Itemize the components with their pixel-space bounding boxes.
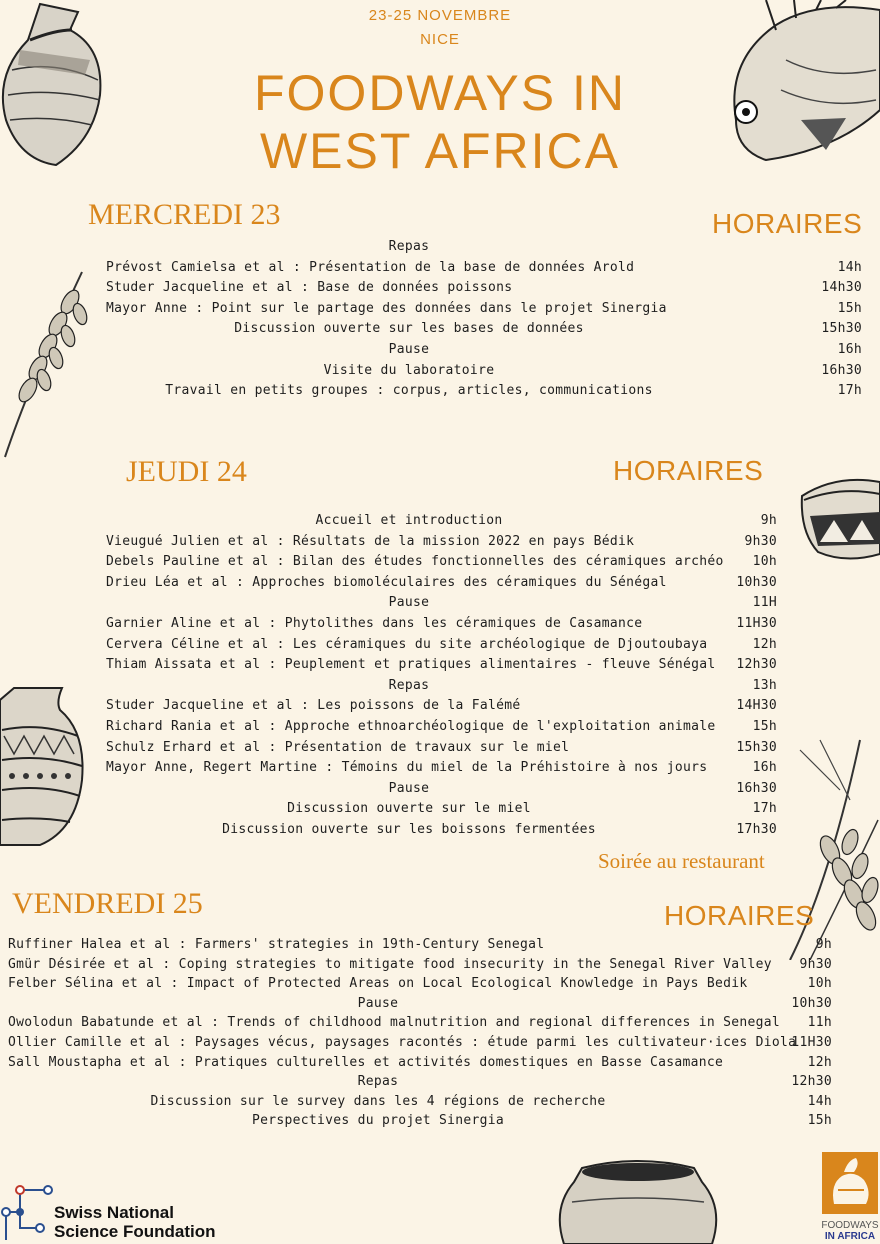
session-time: 9h30 [799, 956, 832, 972]
talk-title: Ruffiner Halea et al : Farmers' strategies in 19th-Century Senegal [8, 937, 545, 952]
schedule-row [0, 758, 880, 778]
session-time: 17h30 [736, 822, 777, 837]
session-time: 15h [807, 1113, 832, 1129]
evening-note: Soirée au restaurant [598, 849, 765, 873]
talk-title: Ollier Camille et al : Paysages vécus, paysages racontés : étude parmi les cultivateur·ices Diola [8, 1035, 797, 1050]
schedule-row [0, 511, 880, 531]
talk-title: Studer Jacqueline et al : Les poissons de la Falémé [106, 698, 521, 714]
schedule-row [0, 820, 880, 840]
talk-title: Gmür Désirée et al : Coping strategies to mitigate food insecurity in the Senegal River Valley [8, 956, 772, 972]
session-title: Perspectives du projet Sinergia [252, 1113, 504, 1129]
session-title: Pause [388, 595, 430, 611]
session-title: Pause [388, 342, 430, 357]
session-time: 14h [807, 1093, 832, 1109]
schedule-row [0, 573, 880, 593]
schedule-row [0, 1053, 880, 1073]
session-title: Pause [357, 995, 399, 1011]
schedule-row [0, 955, 880, 975]
day-heading-mercredi: MERCREDI 23 [88, 198, 281, 231]
snsf-name-line-2: Science Foundation [54, 1222, 216, 1241]
schedule-row [0, 696, 880, 716]
schedule-row [0, 935, 880, 955]
talk-title: Drieu Léa et al : Approches biomoléculaires des céramiques du Sénégal [106, 574, 667, 590]
session-title: Accueil et introduction [315, 513, 503, 528]
session-title: Pause [388, 780, 430, 796]
foodways-logo-icon [820, 1150, 880, 1216]
session-time: 17h [837, 383, 862, 399]
schedule-row [0, 1072, 880, 1092]
schedule-row [0, 361, 880, 381]
horaires-heading-jeudi: HORAIRES [613, 455, 764, 486]
schedule-row [0, 532, 880, 552]
schedule-row [0, 237, 880, 257]
talk-title: Garnier Aline et al : Phytolithes dans les céramiques de Casamance [106, 616, 643, 631]
schedule-row [0, 593, 880, 613]
session-time: 11H30 [736, 616, 777, 631]
session-time: 15h [837, 300, 862, 316]
session-time: 12h [752, 636, 777, 652]
session-time: 17h [752, 801, 777, 817]
schedule-row [0, 799, 880, 819]
session-time: 12h30 [736, 657, 777, 673]
session-time: 14h [837, 259, 862, 275]
schedule-row [0, 738, 880, 758]
schedule-row [0, 278, 880, 298]
session-time: 11H [752, 595, 777, 611]
talk-title: Thiam Aissata et al : Peuplement et pratiques alimentaires - fleuve Sénégal [106, 657, 716, 673]
talk-title: Vieugué Julien et al : Résultats de la mission 2022 en pays Bédik [106, 533, 635, 549]
foodways-logo-line-1: FOODWAYS [821, 1220, 879, 1231]
talk-title: Sall Moustapha et al : Pratiques culturelles et activités domestiques en Basse Casamance [8, 1054, 724, 1070]
foodways-logo [820, 1150, 880, 1244]
session-title: Repas [388, 239, 430, 254]
session-time: 11h [807, 1015, 832, 1031]
schedule-row [0, 299, 880, 319]
talk-title: Owolodun Babatunde et al : Trends of childhood malnutrition and regional differences in Senegal [8, 1015, 781, 1031]
session-time: 16h [752, 760, 777, 776]
schedule-row [0, 381, 880, 401]
title-line-1: FOODWAYS IN [254, 65, 626, 121]
session-time: 16h [837, 342, 862, 357]
schedule-row [0, 1013, 880, 1033]
foodways-logo-line-2: IN AFRICA [824, 1231, 876, 1242]
session-title: Discussion ouverte sur les bases de données [234, 321, 584, 337]
talk-title: Mayor Anne : Point sur le partage des données dans le projet Sinergia [106, 300, 667, 316]
title-line-2: WEST AFRICA [259, 123, 620, 179]
session-time: 15h30 [736, 739, 777, 755]
schedule-row [0, 974, 880, 994]
schedule-row [0, 1111, 880, 1131]
schedule-row [0, 779, 880, 799]
session-time: 10h30 [791, 995, 832, 1011]
horaires-heading-vendredi: HORAIRES [664, 900, 815, 931]
snsf-name-line-1: Swiss National [54, 1203, 174, 1222]
session-time: 11H30 [791, 1035, 832, 1050]
session-title: Discussion ouverte sur les boissons fermentées [222, 822, 596, 837]
session-title: Discussion sur le survey dans les 4 régions de recherche [150, 1093, 606, 1109]
session-time: 9h [815, 937, 832, 952]
schedule-row [0, 319, 880, 339]
session-title: Visite du laboratoire [323, 362, 495, 378]
talk-title: Richard Rania et al : Approche ethnoarchéologique de l'exploitation animale [106, 719, 716, 734]
talk-title: Studer Jacqueline et al : Base de données poissons [106, 280, 513, 296]
snsf-name [54, 1203, 216, 1241]
schedule-row [0, 340, 880, 360]
session-time: 10h30 [736, 574, 777, 590]
schedule-row [0, 258, 880, 278]
session-time: 16h30 [821, 362, 862, 378]
schedule-row [0, 1033, 880, 1053]
session-time: 14H30 [736, 698, 777, 714]
session-title: Repas [388, 677, 430, 693]
talk-title: Felber Sélina et al : Impact of Protected Areas on Local Ecological Knowledge in Pays Bedik [8, 976, 748, 992]
talk-title: Prévost Camielsa et al : Présentation de la base de données Arold [106, 259, 635, 275]
talk-title: Debels Pauline et al : Bilan des études fonctionnelles des céramiques archéo [106, 554, 724, 570]
session-time: 16h30 [736, 780, 777, 796]
schedule-row [0, 676, 880, 696]
session-time: 12h [807, 1054, 832, 1070]
session-time: 15h [752, 719, 777, 734]
event-city: NICE [420, 31, 460, 48]
session-time: 12h30 [791, 1074, 832, 1090]
schedule-row [0, 614, 880, 634]
schedule-row [0, 635, 880, 655]
pot-illustration-bottom [552, 1158, 724, 1244]
talk-title: Schulz Erhard et al : Présentation de travaux sur le miel [106, 739, 570, 755]
session-title: Travail en petits groupes : corpus, articles, communications [165, 383, 653, 399]
day-heading-jeudi: JEUDI 24 [126, 455, 247, 488]
session-time: 9h30 [744, 533, 777, 549]
day-heading-vendredi: VENDREDI 25 [12, 887, 203, 920]
schedule-row [0, 655, 880, 675]
session-time: 10h [752, 554, 777, 570]
page-title [0, 64, 880, 180]
session-time: 14h30 [821, 280, 862, 296]
session-title: Repas [357, 1074, 399, 1090]
session-title: Discussion ouverte sur le miel [287, 801, 531, 817]
session-time: 9h [760, 513, 777, 528]
event-dates: 23-25 NOVEMBRE [368, 7, 512, 24]
schedule-row [0, 717, 880, 737]
horaires-heading-mercredi: HORAIRES [712, 208, 863, 239]
schedule-row [0, 552, 880, 572]
session-time: 13h [752, 677, 777, 693]
schedule-row [0, 994, 880, 1014]
snsf-logo-icon [0, 1182, 54, 1244]
talk-title: Cervera Céline et al : Les céramiques du site archéologique de Djoutoubaya [106, 636, 708, 652]
talk-title: Mayor Anne, Regert Martine : Témoins du miel de la Préhistoire à nos jours [106, 760, 708, 776]
schedule-row [0, 1092, 880, 1112]
session-time: 15h30 [821, 321, 862, 337]
session-time: 10h [807, 976, 832, 992]
